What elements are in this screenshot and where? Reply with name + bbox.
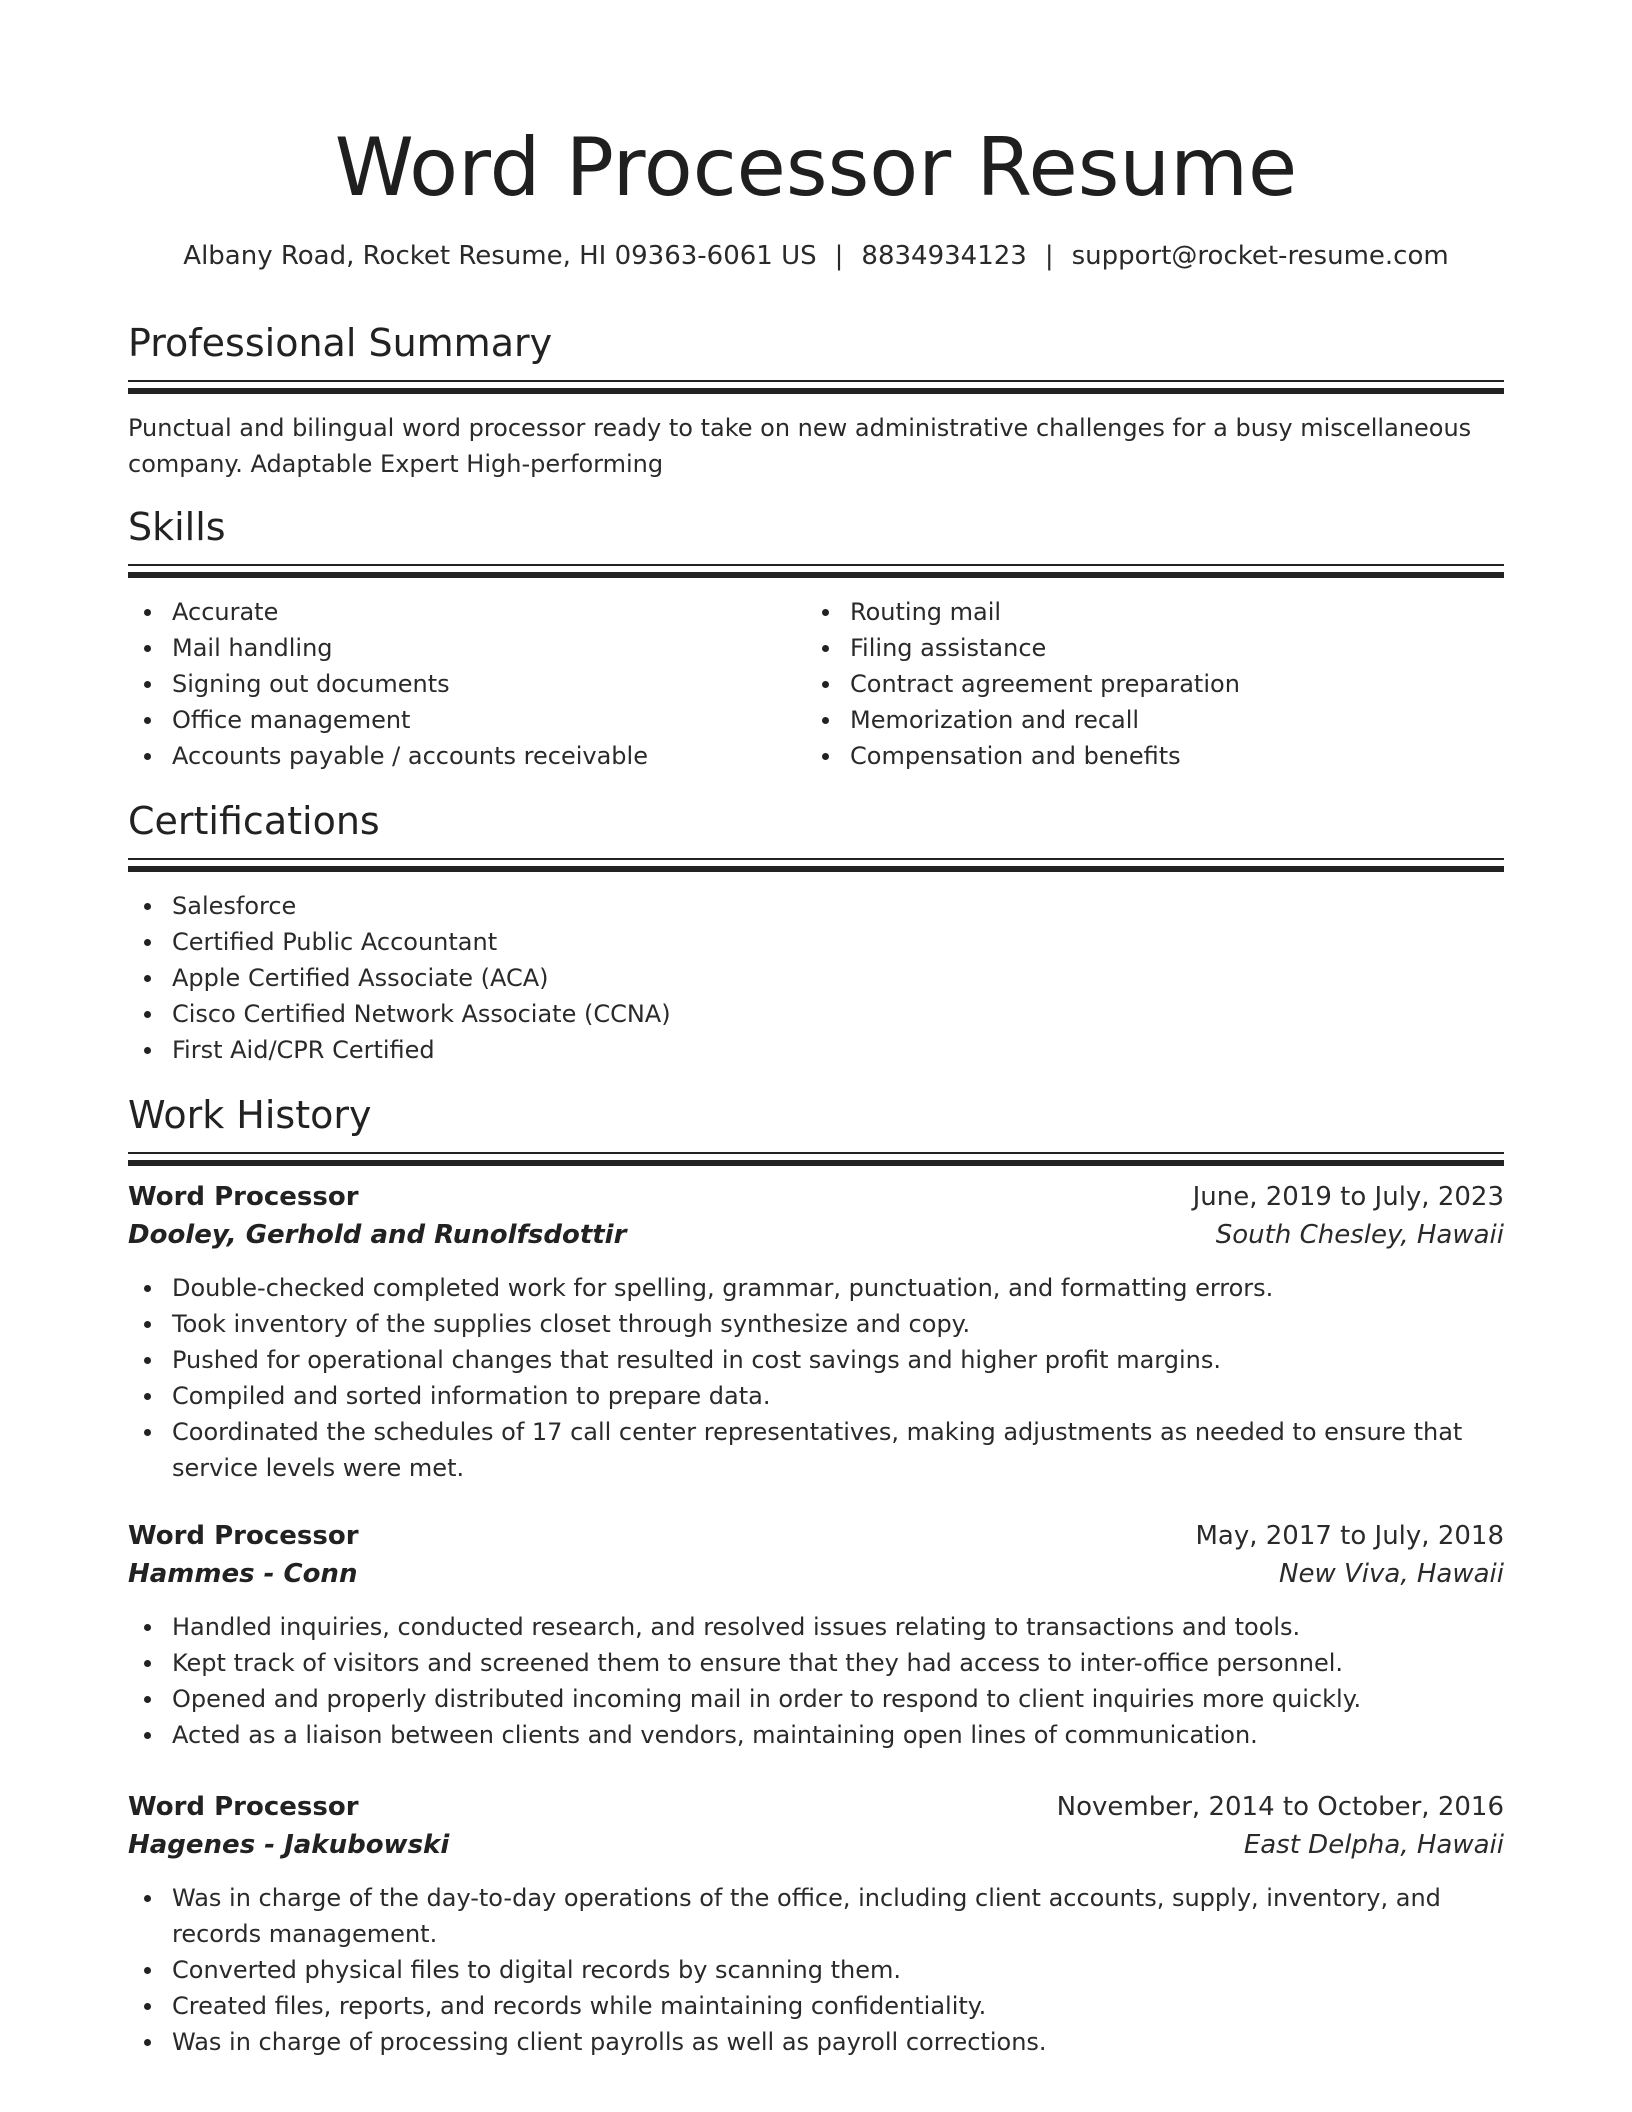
summary-heading: Professional Summary [128,321,553,365]
certification-text: First Aid/CPR Certified [172,1036,435,1064]
skill-item [128,630,806,666]
job-duty-text: Opened and properly distributed incoming mail in order to respond to client inquiries more quickly. [172,1685,1362,1713]
summary-section [128,318,1504,482]
bullet-icon [144,1732,151,1739]
summary-text: Punctual and bilingual word processor ready to take on new administrative challenges for a busy miscellaneous company. Adaptable Expert High-performing [128,414,1472,478]
job-duty [128,1880,1504,1952]
skills-columns [128,580,1504,774]
bullet-icon [822,609,829,616]
contact-separator: | [1044,241,1054,271]
bullet-icon [144,1696,151,1703]
job-duty-text: Was in charge of processing client payrolls as well as payroll corrections. [172,2028,1047,2056]
job-subheader-row [128,1216,1504,1254]
job-entry [128,1788,1504,2060]
skills-list-left [128,594,806,774]
bullet-icon [822,717,829,724]
skills-list-right [806,594,1484,774]
skill-text: Filing assistance [850,634,1047,662]
bullet-icon [144,1357,151,1364]
certification-item [128,924,1504,960]
bullet-icon [144,1047,151,1054]
job-duty-text: Converted physical files to digital records by scanning them. [172,1956,901,1984]
contact-address: Albany Road, Rocket Resume, HI 09363-6061 US [183,241,817,271]
job-title: Word Processor [128,1521,359,1551]
job-entry [128,1517,1504,1753]
skill-item [128,594,806,630]
work-history-section [128,1090,1504,1168]
job-duty-text: Handled inquiries, conducted research, and resolved issues relating to transactions and tools. [172,1613,1301,1641]
job-title: Word Processor [128,1182,359,1212]
bullet-icon [144,1285,151,1292]
job-duties-list [128,1609,1504,1753]
bullet-icon [144,1321,151,1328]
bullet-icon [144,645,151,652]
job-duty [128,1609,1504,1645]
skill-text: Accurate [172,598,279,626]
contact-separator: | [834,241,844,271]
bullet-icon [144,1895,151,1902]
bullet-icon [144,903,151,910]
job-duty [128,1988,1504,2024]
job-header-row [128,1788,1504,1826]
job-duty-text: Coordinated the schedules of 17 call center representatives, making adjustments as needed to ensure that service levels were met. [172,1418,1463,1482]
certification-text: Cisco Certified Network Associate (CCNA) [172,1000,671,1028]
skill-text: Signing out documents [172,670,450,698]
job-duty [128,1645,1504,1681]
certifications-heading: Certifications [128,799,380,843]
skill-text: Mail handling [172,634,333,662]
certification-item [128,996,1504,1032]
job-subheader-row [128,1826,1504,1864]
certifications-section [128,796,1504,1068]
bullet-icon [144,609,151,616]
job-duty-text: Pushed for operational changes that resulted in cost savings and higher profit margins. [172,1346,1221,1374]
job-duty-text: Was in charge of the day-to-day operations of the office, including client accounts, supply, inventory, and records management. [172,1884,1441,1948]
job-duty-text: Created files, reports, and records while maintaining confidentiality. [172,1992,987,2020]
skill-item [806,594,1484,630]
skills-section [128,502,1504,774]
job-location: East Delpha, Hawaii [1243,1830,1504,1860]
job-duty [128,1952,1504,1988]
bullet-icon [144,975,151,982]
job-duties-list [128,1880,1504,2060]
job-company: Dooley, Gerhold and Runolfsdottir [128,1220,627,1250]
bullet-icon [822,753,829,760]
bullet-icon [144,1393,151,1400]
section-divider [128,564,1504,580]
job-duty [128,1378,1504,1414]
skill-item [806,702,1484,738]
skill-item [806,630,1484,666]
contact-phone: 8834934123 [861,241,1027,271]
job-location: New Viva, Hawaii [1279,1559,1504,1589]
skill-item [806,666,1484,702]
job-duty [128,2024,1504,2060]
skill-item [128,702,806,738]
skill-item [128,738,806,774]
section-divider [128,380,1504,396]
job-duty-text: Took inventory of the supplies closet through synthesize and copy. [172,1310,971,1338]
job-entry [128,1178,1504,1486]
job-dates: June, 2019 to July, 2023 [1192,1182,1504,1212]
job-duty-text: Compiled and sorted information to prepare data. [172,1382,771,1410]
job-company: Hammes - Conn [128,1559,358,1589]
skill-text: Routing mail [850,598,1002,626]
bullet-icon [144,2039,151,2046]
job-header-row [128,1178,1504,1216]
bullet-icon [144,753,151,760]
certification-item [128,1032,1504,1068]
bullet-icon [822,681,829,688]
skill-text: Memorization and recall [850,706,1140,734]
bullet-icon [144,1660,151,1667]
bullet-icon [822,645,829,652]
job-duty-text: Double-checked completed work for spelling, grammar, punctuation, and formatting errors. [172,1274,1274,1302]
contact-email: support@rocket-resume.com [1071,241,1449,271]
job-duty [128,1342,1504,1378]
job-duty [128,1414,1504,1486]
certification-item [128,960,1504,996]
bullet-icon [144,939,151,946]
bullet-icon [144,1011,151,1018]
bullet-icon [144,717,151,724]
skills-heading: Skills [128,505,226,549]
job-subheader-row [128,1555,1504,1593]
job-duties-list [128,1270,1504,1486]
skill-text: Accounts payable / accounts receivable [172,742,648,770]
skill-item [128,666,806,702]
job-dates: May, 2017 to July, 2018 [1195,1521,1504,1551]
section-divider [128,1152,1504,1168]
skill-text: Contract agreement preparation [850,670,1240,698]
job-title: Word Processor [128,1792,359,1822]
bullet-icon [144,1429,151,1436]
skill-text: Compensation and benefits [850,742,1181,770]
certification-text: Salesforce [172,892,297,920]
bullet-icon [144,681,151,688]
resume-name: Word Processor Resume [334,121,1298,214]
job-dates: November, 2014 to October, 2016 [1056,1792,1504,1822]
job-duty-text: Kept track of visitors and screened them to ensure that they had access to inter-office personnel. [172,1649,1344,1677]
job-duty [128,1306,1504,1342]
bullet-icon [144,1624,151,1631]
bullet-icon [144,2003,151,2010]
certifications-list [128,888,1504,1068]
job-duty [128,1270,1504,1306]
job-header-row [128,1517,1504,1555]
contact-line [128,238,1504,274]
certification-text: Certified Public Accountant [172,928,498,956]
certification-item [128,888,1504,924]
job-location: South Chesley, Hawaii [1215,1220,1504,1250]
job-duty [128,1681,1504,1717]
skill-item [806,738,1484,774]
job-duty-text: Acted as a liaison between clients and vendors, maintaining open lines of communication. [172,1721,1258,1749]
bullet-icon [144,1967,151,1974]
skill-text: Office management [172,706,411,734]
job-company: Hagenes - Jakubowski [128,1830,450,1860]
work-history-heading: Work History [128,1093,372,1137]
section-divider [128,858,1504,874]
certification-text: Apple Certified Associate (ACA) [172,964,549,992]
job-duty [128,1717,1504,1753]
